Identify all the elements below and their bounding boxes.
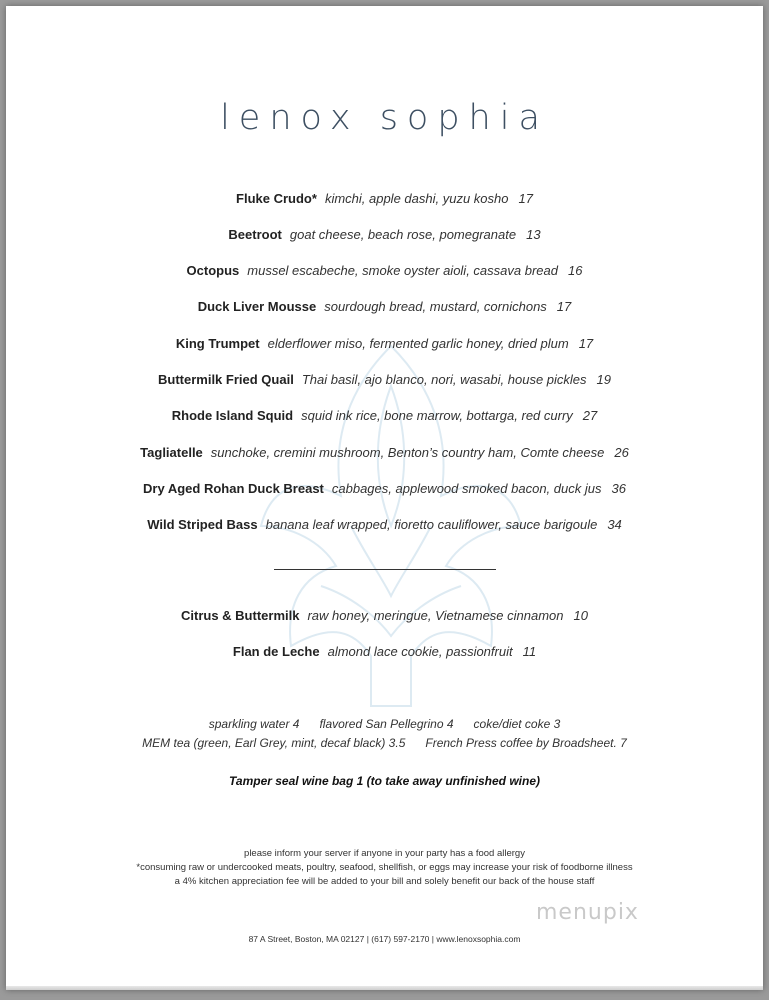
item-description: kimchi, apple dashi, yuzu kosho: [324, 191, 509, 206]
beverage-item: MEM tea (green, Earl Grey, mint, decaf black) 3.5: [142, 736, 406, 750]
tamper-seal-note: Tamper seal wine bag 1 (to take away unfinished wine): [229, 774, 540, 788]
item-description: sourdough bread, mustard, cornichons: [324, 299, 547, 314]
item-description: banana leaf wrapped, fioretto cauliflower, sauce barigoule: [265, 517, 598, 532]
item-price: 27: [582, 408, 598, 423]
item-description: sunchoke, cremini mushroom, Benton’s country ham, Comte cheese: [210, 445, 605, 460]
item-name: Flan de Leche: [232, 644, 320, 659]
item-name: Fluke Crudo*: [236, 191, 317, 206]
item-description: almond lace cookie, passionfruit: [327, 644, 513, 659]
dessert-item: [6, 608, 763, 623]
item-price: 11: [522, 644, 537, 659]
beverage-line: [6, 717, 763, 731]
item-name: Buttermilk Fried Quail: [158, 372, 294, 387]
item-price: 36: [611, 481, 626, 496]
menu-item: [6, 372, 763, 387]
item-price: 10: [573, 608, 588, 623]
beverage-item: sparkling water 4: [208, 717, 300, 731]
item-name: Beetroot: [228, 227, 282, 242]
beverage-line: [6, 736, 763, 750]
kitchen-fee-note: a 4% kitchen appreciation fee will be added to your bill and solely benefit our back of the house staff: [174, 876, 595, 887]
item-name: Duck Liver Mousse: [197, 299, 317, 314]
item-price: 16: [567, 263, 583, 278]
contact-footer: 87 A Street, Boston, MA 02127 | (617) 597-2170 | www.lenoxsophia.com: [248, 934, 521, 944]
menu-item: [6, 191, 763, 206]
item-description: mussel escabeche, smoke oyster aioli, cassava bread: [247, 263, 558, 278]
menu-item: [6, 517, 763, 532]
menu-item: [6, 227, 763, 242]
item-description: squid ink rice, bone marrow, bottarga, red curry: [301, 408, 573, 423]
item-price: 17: [578, 336, 594, 351]
menu-item: [6, 263, 763, 278]
beverage-item: coke/diet coke 3: [473, 717, 561, 731]
item-name: Octopus: [186, 263, 240, 278]
item-name: Citrus & Buttermilk: [181, 608, 300, 623]
item-price: 34: [607, 517, 622, 532]
menu-item: [6, 408, 763, 423]
item-name: Tagliatelle: [140, 445, 203, 460]
menupix-watermark: menupix: [536, 900, 639, 925]
item-name: King Trumpet: [175, 336, 260, 351]
item-name: Rhode Island Squid: [171, 408, 294, 423]
dessert-item: [6, 644, 763, 659]
item-price: 13: [526, 227, 541, 242]
item-price: 19: [596, 372, 611, 387]
item-description: goat cheese, beach rose, pomegranate: [289, 227, 517, 242]
menu-page: [6, 6, 763, 990]
item-description: raw honey, meringue, Vietnamese cinnamon: [307, 608, 564, 623]
item-price: 17: [518, 191, 533, 206]
beverage-item: flavored San Pellegrino 4: [319, 717, 454, 731]
raw-food-warning: *consuming raw or undercooked meats, poultry, seafood, shellfish, or eggs may increase your risk of foodborne illness: [136, 862, 633, 873]
menu-item: [6, 445, 763, 460]
item-price: 26: [614, 445, 629, 460]
item-description: cabbages, applewood smoked bacon, duck jus: [331, 481, 602, 496]
item-name: Wild Striped Bass: [147, 517, 258, 532]
menu-item: [6, 481, 763, 496]
item-price: 17: [556, 299, 572, 314]
menu-item: [6, 299, 763, 314]
allergy-note: please inform your server if anyone in your party has a food allergy: [244, 848, 525, 859]
item-description: Thai basil, ajo blanco, nori, wasabi, house pickles: [301, 372, 587, 387]
item-description: elderflower miso, fermented garlic honey, dried plum: [267, 336, 569, 351]
menu-item: [6, 336, 763, 351]
beverage-item: French Press coffee by Broadsheet. 7: [425, 736, 627, 750]
restaurant-title: lenox sophia: [220, 98, 549, 138]
section-divider: [274, 569, 496, 570]
item-name: Dry Aged Rohan Duck Breast: [143, 481, 324, 496]
